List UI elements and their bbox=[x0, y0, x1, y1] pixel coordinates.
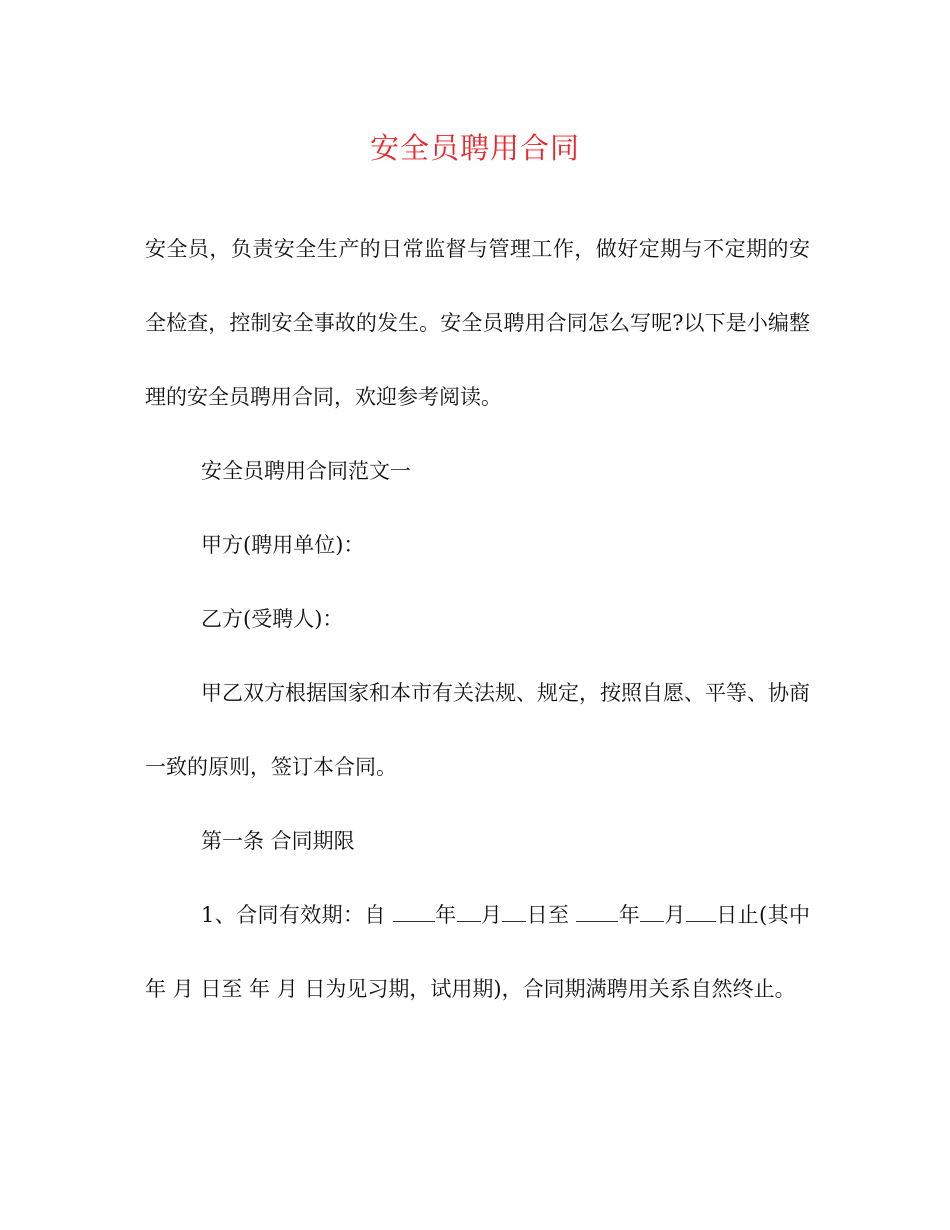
blank-line bbox=[393, 903, 435, 922]
agreement-paragraph: 甲乙双方根据国家和本市有关法规、规定，按照自愿、平等、协商一致的原则，签订本合同。 bbox=[145, 681, 810, 779]
blank-line bbox=[576, 903, 618, 922]
clause-1-year2: 年 bbox=[618, 903, 641, 927]
blank-line bbox=[502, 903, 526, 922]
party-a-line: 甲方(聘用单位)： bbox=[201, 533, 365, 557]
clause-1-tail: 日止(其中年 月 日至 年 月 日为见习期，试用期)，合同期满聘用关系自然终止。 bbox=[145, 903, 810, 1001]
party-b-line: 乙方(受聘人)： bbox=[201, 607, 344, 631]
blank-line bbox=[457, 903, 481, 922]
document-body bbox=[145, 212, 810, 1026]
document-title: 安全员聘用合同 bbox=[369, 131, 580, 165]
blank-line bbox=[686, 903, 716, 922]
clause-1-month2: 月 bbox=[664, 903, 686, 927]
blank-line bbox=[640, 903, 664, 922]
clause-1-day-to: 日至 bbox=[526, 903, 577, 927]
intro-paragraph: 安全员，负责安全生产的日常监督与管理工作，做好定期与不定期的安全检查，控制安全事故的发生。安全员聘用合同怎么写呢?以下是小编整理的安全员聘用合同，欢迎参考阅读。 bbox=[145, 237, 810, 409]
clause-1-month1: 月 bbox=[480, 903, 503, 927]
clause-1-year1: 年 bbox=[434, 903, 457, 927]
clause-1-prefix: 1、合同有效期：自 bbox=[201, 903, 393, 927]
clause-1-paragraph bbox=[145, 878, 810, 1026]
section-heading: 安全员聘用合同范文一 bbox=[201, 459, 411, 483]
article-1-heading: 第一条 合同期限 bbox=[201, 829, 355, 853]
